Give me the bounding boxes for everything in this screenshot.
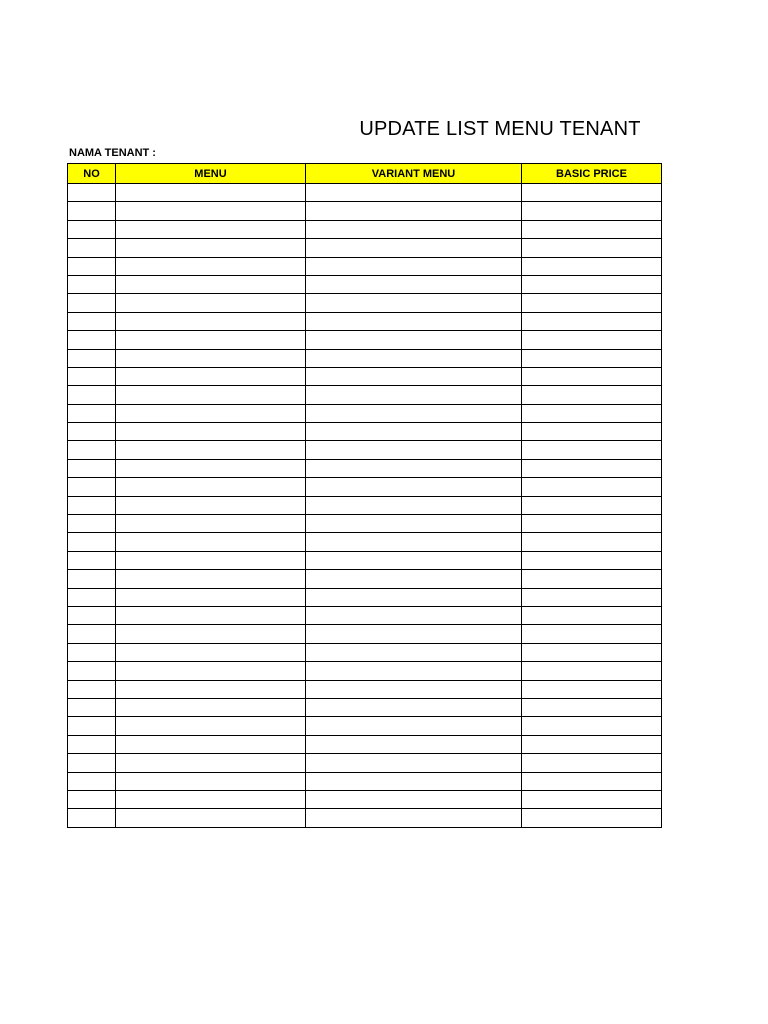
cell-menu[interactable] [116, 496, 306, 514]
cell-basic-price[interactable] [522, 754, 662, 772]
cell-no[interactable] [68, 423, 116, 441]
cell-variant-menu[interactable] [306, 625, 522, 643]
cell-variant-menu[interactable] [306, 423, 522, 441]
cell-menu[interactable] [116, 662, 306, 680]
cell-basic-price[interactable] [522, 588, 662, 606]
table-row [68, 294, 662, 312]
cell-basic-price[interactable] [522, 202, 662, 220]
cell-no[interactable] [68, 643, 116, 661]
table-row [68, 331, 662, 349]
cell-menu[interactable] [116, 257, 306, 275]
cell-no[interactable] [68, 790, 116, 808]
table-row [68, 754, 662, 772]
cell-basic-price[interactable] [522, 772, 662, 790]
cell-no[interactable] [68, 680, 116, 698]
page-title: UPDATE LIST MENU TENANT [359, 118, 641, 140]
cell-menu[interactable] [116, 606, 306, 624]
column-header-variant-menu: VARIANT MENU [306, 164, 522, 184]
cell-basic-price[interactable] [522, 515, 662, 533]
table-row [68, 809, 662, 827]
cell-variant-menu[interactable] [306, 496, 522, 514]
cell-no[interactable] [68, 515, 116, 533]
cell-menu[interactable] [116, 459, 306, 477]
table-row [68, 404, 662, 422]
cell-variant-menu[interactable] [306, 404, 522, 422]
cell-basic-price[interactable] [522, 423, 662, 441]
table-row [68, 606, 662, 624]
cell-variant-menu[interactable] [306, 312, 522, 330]
table-header-row [68, 164, 662, 184]
table-row [68, 496, 662, 514]
cell-menu[interactable] [116, 643, 306, 661]
cell-variant-menu[interactable] [306, 257, 522, 275]
table-row [68, 772, 662, 790]
cell-no[interactable] [68, 698, 116, 716]
cell-basic-price[interactable] [522, 533, 662, 551]
table-row [68, 202, 662, 220]
table-row [68, 239, 662, 257]
cell-no[interactable] [68, 331, 116, 349]
cell-menu[interactable] [116, 551, 306, 569]
cell-basic-price[interactable] [522, 294, 662, 312]
cell-variant-menu[interactable] [306, 698, 522, 716]
menu-table [67, 163, 662, 828]
cell-menu[interactable] [116, 349, 306, 367]
cell-basic-price[interactable] [522, 184, 662, 202]
cell-variant-menu[interactable] [306, 478, 522, 496]
cell-variant-menu[interactable] [306, 754, 522, 772]
cell-no[interactable] [68, 496, 116, 514]
cell-no[interactable] [68, 625, 116, 643]
cell-menu[interactable] [116, 367, 306, 385]
cell-basic-price[interactable] [522, 643, 662, 661]
table-row [68, 735, 662, 753]
cell-menu[interactable] [116, 625, 306, 643]
cell-menu[interactable] [116, 809, 306, 827]
cell-basic-price[interactable] [522, 220, 662, 238]
table-body [68, 184, 662, 828]
cell-no[interactable] [68, 809, 116, 827]
cell-variant-menu[interactable] [306, 275, 522, 293]
cell-variant-menu[interactable] [306, 367, 522, 385]
cell-basic-price[interactable] [522, 625, 662, 643]
cell-variant-menu[interactable] [306, 459, 522, 477]
cell-variant-menu[interactable] [306, 809, 522, 827]
table-row [68, 184, 662, 202]
cell-menu[interactable] [116, 294, 306, 312]
cell-menu[interactable] [116, 386, 306, 404]
cell-basic-price[interactable] [522, 570, 662, 588]
cell-variant-menu[interactable] [306, 643, 522, 661]
cell-variant-menu[interactable] [306, 606, 522, 624]
cell-menu[interactable] [116, 239, 306, 257]
cell-no[interactable] [68, 459, 116, 477]
cell-variant-menu[interactable] [306, 515, 522, 533]
cell-basic-price[interactable] [522, 478, 662, 496]
table-row [68, 717, 662, 735]
cell-menu[interactable] [116, 570, 306, 588]
cell-menu[interactable] [116, 680, 306, 698]
cell-menu[interactable] [116, 735, 306, 753]
cell-no[interactable] [68, 570, 116, 588]
cell-variant-menu[interactable] [306, 220, 522, 238]
cell-variant-menu[interactable] [306, 735, 522, 753]
cell-variant-menu[interactable] [306, 570, 522, 588]
table-row [68, 551, 662, 569]
cell-basic-price[interactable] [522, 441, 662, 459]
cell-menu[interactable] [116, 790, 306, 808]
cell-basic-price[interactable] [522, 331, 662, 349]
cell-variant-menu[interactable] [306, 680, 522, 698]
cell-no[interactable] [68, 239, 116, 257]
column-header-basic-price: BASIC PRICE [522, 164, 662, 184]
cell-variant-menu[interactable] [306, 239, 522, 257]
cell-menu[interactable] [116, 331, 306, 349]
cell-no[interactable] [68, 386, 116, 404]
table-row [68, 367, 662, 385]
cell-menu[interactable] [116, 312, 306, 330]
cell-no[interactable] [68, 202, 116, 220]
table-row [68, 588, 662, 606]
column-header-menu: MENU [116, 164, 306, 184]
table-row [68, 533, 662, 551]
table-row [68, 441, 662, 459]
cell-no[interactable] [68, 275, 116, 293]
cell-variant-menu[interactable] [306, 294, 522, 312]
cell-menu[interactable] [116, 202, 306, 220]
cell-basic-price[interactable] [522, 551, 662, 569]
table-row [68, 349, 662, 367]
cell-no[interactable] [68, 717, 116, 735]
cell-variant-menu[interactable] [306, 717, 522, 735]
cell-basic-price[interactable] [522, 404, 662, 422]
cell-basic-price[interactable] [522, 698, 662, 716]
cell-menu[interactable] [116, 772, 306, 790]
cell-no[interactable] [68, 349, 116, 367]
table-row [68, 790, 662, 808]
table-row [68, 662, 662, 680]
cell-basic-price[interactable] [522, 275, 662, 293]
cell-variant-menu[interactable] [306, 202, 522, 220]
cell-no[interactable] [68, 662, 116, 680]
cell-basic-price[interactable] [522, 662, 662, 680]
cell-no[interactable] [68, 441, 116, 459]
cell-basic-price[interactable] [522, 717, 662, 735]
table-row [68, 515, 662, 533]
cell-basic-price[interactable] [522, 735, 662, 753]
table-row [68, 570, 662, 588]
column-header-no: NO [68, 164, 116, 184]
cell-variant-menu[interactable] [306, 331, 522, 349]
table-row [68, 643, 662, 661]
cell-no[interactable] [68, 404, 116, 422]
cell-no[interactable] [68, 735, 116, 753]
table-row [68, 275, 662, 293]
cell-variant-menu[interactable] [306, 588, 522, 606]
cell-menu[interactable] [116, 275, 306, 293]
cell-no[interactable] [68, 551, 116, 569]
cell-basic-price[interactable] [522, 680, 662, 698]
cell-menu[interactable] [116, 441, 306, 459]
cell-no[interactable] [68, 772, 116, 790]
cell-variant-menu[interactable] [306, 533, 522, 551]
cell-variant-menu[interactable] [306, 441, 522, 459]
cell-basic-price[interactable] [522, 496, 662, 514]
cell-no[interactable] [68, 312, 116, 330]
table-row [68, 386, 662, 404]
cell-no[interactable] [68, 588, 116, 606]
cell-menu[interactable] [116, 404, 306, 422]
cell-no[interactable] [68, 606, 116, 624]
table-row [68, 459, 662, 477]
table-row [68, 312, 662, 330]
table-row [68, 625, 662, 643]
cell-menu[interactable] [116, 717, 306, 735]
table-row [68, 478, 662, 496]
cell-basic-price[interactable] [522, 349, 662, 367]
cell-no[interactable] [68, 367, 116, 385]
cell-menu[interactable] [116, 478, 306, 496]
table-row [68, 423, 662, 441]
cell-variant-menu[interactable] [306, 662, 522, 680]
cell-variant-menu[interactable] [306, 386, 522, 404]
cell-no[interactable] [68, 478, 116, 496]
cell-menu[interactable] [116, 423, 306, 441]
cell-basic-price[interactable] [522, 312, 662, 330]
cell-basic-price[interactable] [522, 257, 662, 275]
cell-basic-price[interactable] [522, 239, 662, 257]
cell-basic-price[interactable] [522, 367, 662, 385]
cell-basic-price[interactable] [522, 386, 662, 404]
cell-menu[interactable] [116, 698, 306, 716]
table-row [68, 220, 662, 238]
cell-variant-menu[interactable] [306, 790, 522, 808]
cell-basic-price[interactable] [522, 790, 662, 808]
cell-no[interactable] [68, 754, 116, 772]
cell-basic-price[interactable] [522, 606, 662, 624]
cell-variant-menu[interactable] [306, 772, 522, 790]
cell-menu[interactable] [116, 588, 306, 606]
cell-no[interactable] [68, 184, 116, 202]
cell-variant-menu[interactable] [306, 551, 522, 569]
table-row [68, 257, 662, 275]
cell-basic-price[interactable] [522, 809, 662, 827]
cell-menu[interactable] [116, 533, 306, 551]
cell-menu[interactable] [116, 184, 306, 202]
cell-variant-menu[interactable] [306, 349, 522, 367]
cell-no[interactable] [68, 294, 116, 312]
cell-menu[interactable] [116, 220, 306, 238]
cell-no[interactable] [68, 533, 116, 551]
cell-no[interactable] [68, 257, 116, 275]
table-row [68, 680, 662, 698]
cell-variant-menu[interactable] [306, 184, 522, 202]
cell-basic-price[interactable] [522, 459, 662, 477]
cell-menu[interactable] [116, 754, 306, 772]
tenant-name-label: NAMA TENANT : [69, 147, 156, 159]
cell-menu[interactable] [116, 515, 306, 533]
table-row [68, 698, 662, 716]
cell-no[interactable] [68, 220, 116, 238]
